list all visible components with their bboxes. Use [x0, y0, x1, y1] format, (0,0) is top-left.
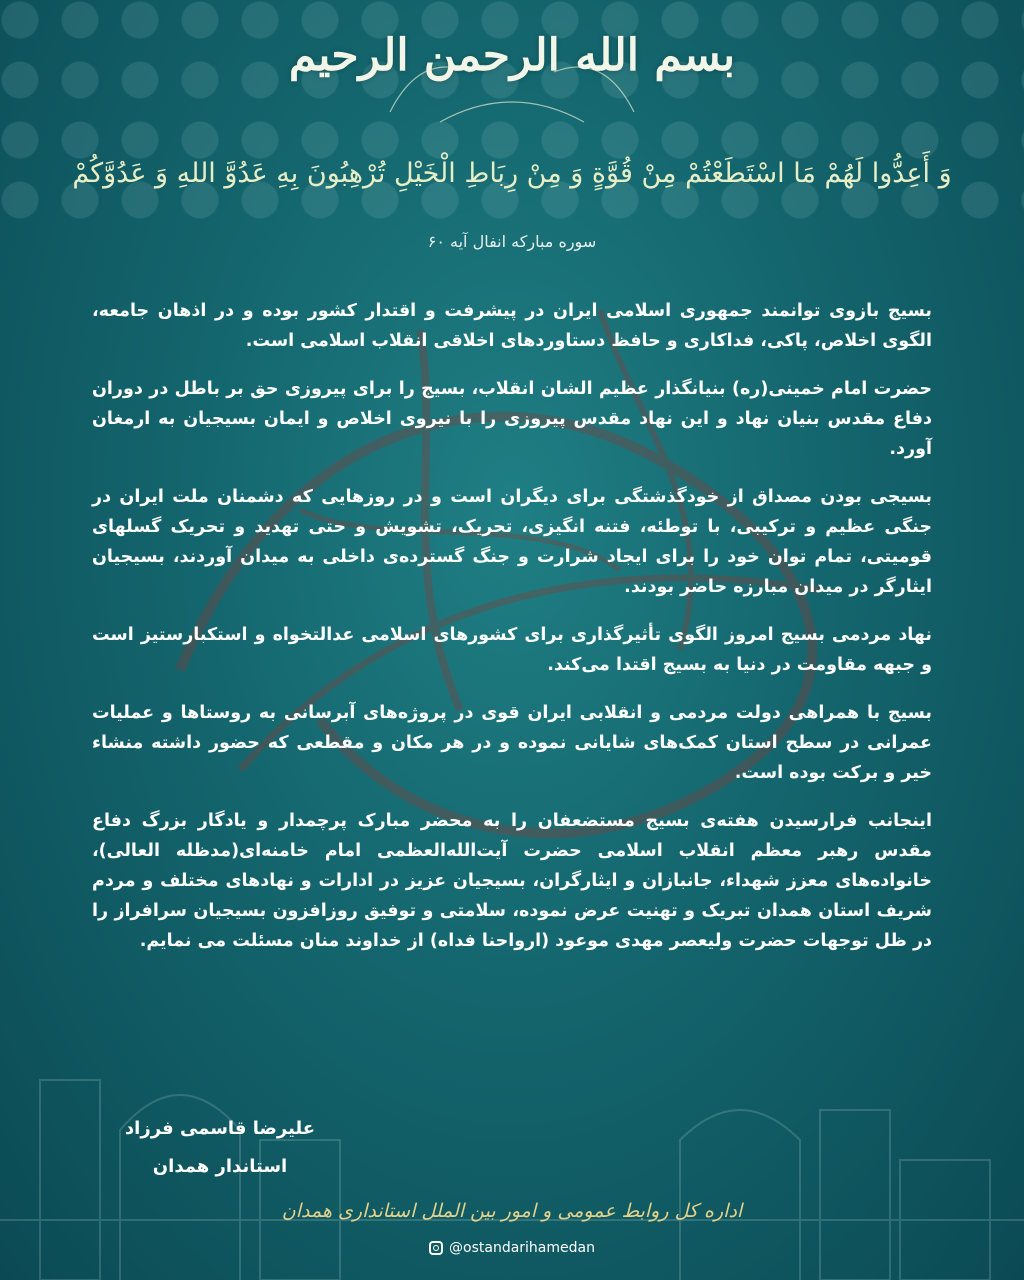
basmala-calligraphy: بسم الله الرحمن الرحیم [288, 30, 736, 81]
paragraph-2: حضرت امام خمینی(ره) بنیانگذار عظیم الشان انقلاب، بسیج را برای پیروزی حق بر باطل در دوران دفاع مقدس بنیان نهاد و این نهاد مقدس پیروزی را با نیروی اخلاص و ایمان بسیجیان به ارمغان آورد. [92, 379, 932, 459]
paragraph-3: بسیجی بودن مصداق از خودگذشتگی برای دیگران است و در روزهایی که دشمنان ملت ایران در جنگی عظیم و ترکیبی، با توطئه، فتنه انگیزی، تحریک، تشویش و حتی تهدید و تحریک گسلهای قومیتی، تمام توان خود را برای ایجاد شرارت و جنگ گسترده‌ی داخلی به میدان آوردند، بسیجیان ایثارگر در میدان مبارزه حاضر بودند. [92, 487, 932, 597]
statement-body [92, 296, 932, 974]
signatory-title: استاندار همدان [152, 1156, 288, 1177]
verse-reference: سوره مبارکه انفال آیه ۶۰ [427, 232, 597, 251]
paragraph-6: اینجانب فرارسیدن هفته‌ی بسیج مستضعفان را به محضر مبارک پرچمدار و یادگار بزرگ دفاع مقدس رهبر معظم انقلاب اسلامی حضرت آیت‌الله‌العظمی امام خامنه‌ای(مدظله العالی)، خانواده‌های معزز شهداء، جانبازان و ایثارگران، بسیجیان عزیز در ادارات و نهادهای مختلف و مردم شریف استان همدان تبریک و تهنیت عرض نموده، سلامتی و توفیق روزافزون بسیجیان سرافراز را در ظل توجهات حضرت ولیعصر مهدی موعود (ارواحنا فداه) از خداوند منان مسئلت می نمایم. [92, 811, 932, 951]
signatory-name: علیرضا قاسمی فرزاد [124, 1118, 316, 1139]
instagram-handle-text: @ostandarihamedan [449, 1240, 595, 1256]
paragraph-4: نهاد مردمی بسیج امروز الگوی تأثیرگذاری برای کشورهای اسلامی عدالتخواه و استکبارستیز است و جبهه مقاومت در دنیا به بسیج اقتدا می‌کند. [92, 625, 932, 675]
office-name: اداره کل روابط عمومی و امور بین الملل استانداری همدان [281, 1200, 743, 1222]
paragraph-1: بسیج بازوی توانمند جمهوری اسلامی ایران در پیشرفت و اقتدار کشور بوده و در اذهان جامعه، الگوی اخلاص، پاکی، فداکاری و حافظ دستاوردهای اخلاقی انقلاب اسلامی است. [92, 301, 932, 351]
instagram-handle[interactable] [0, 1240, 1024, 1256]
signature-block [120, 1110, 320, 1186]
quran-verse: وَ أَعِدُّوا لَهُمْ مَا اسْتَطَعْتُمْ مِنْ قُوَّةٍ وَ مِنْ رِبَاطِ الْخَيْلِ تُرْهِبُونَ بِهِ عَدُوَّ اللهِ وَ عَدُوَّكُمْ [72, 158, 952, 189]
paragraph-5: بسیج با همراهی دولت مردمی و انقلابی ایران قوی در پروژه‌های آبرسانی به روستاها و عملیات عمرانی در سطح استان کمک‌های شایانی نموده و در هر مکان و مقطعی که حضور داشته منشاء خیر و برکت بوده است. [92, 703, 932, 783]
instagram-icon [429, 1241, 443, 1255]
